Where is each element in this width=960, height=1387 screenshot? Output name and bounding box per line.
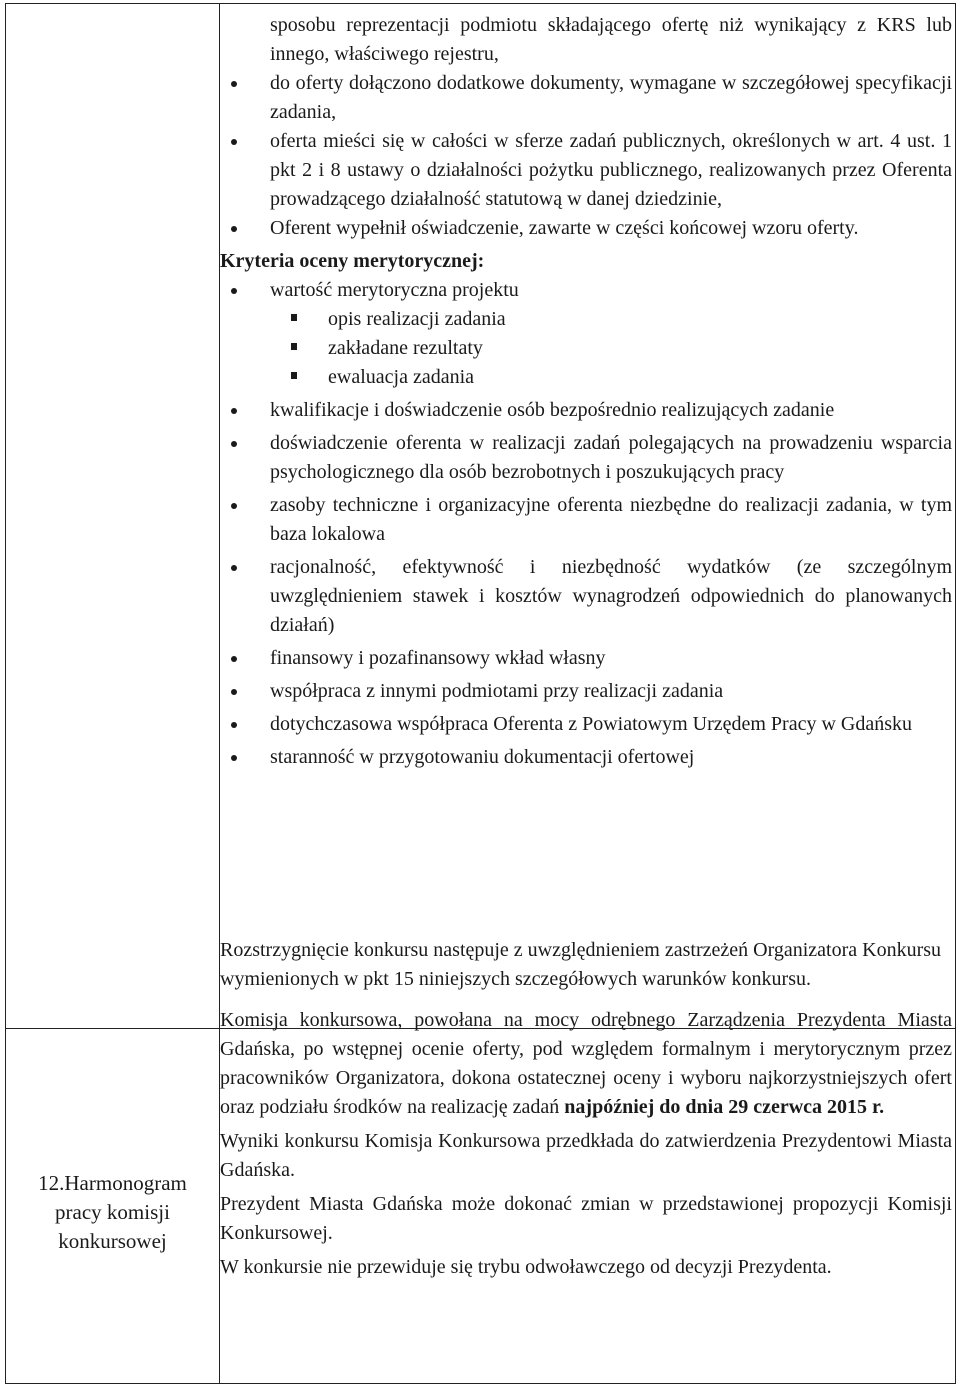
sub-list-item: [220, 363, 952, 392]
bullet-icon: [231, 689, 237, 695]
deadline-text: najpóźniej do dnia 29 czerwca 2015 r.: [564, 1096, 885, 1118]
row-header-harmonogram: [6, 1169, 219, 1256]
sub-list-item-text: ewaluacja zadania: [328, 366, 475, 388]
list-item: [220, 710, 952, 739]
schedule-paragraph: Wyniki konkursu Komisja Konkursowa przedkłada do zatwierdzenia Prezydentowi Miasta Gdańska.: [220, 1130, 952, 1181]
list-item: [220, 677, 952, 706]
list-item-text: finansowy i pozafinansowy wkład własny: [270, 647, 606, 669]
sub-list-item: [220, 305, 952, 334]
bullet-icon: [231, 408, 237, 414]
row-header-line: 12.Harmonogram: [38, 1171, 187, 1195]
bullet-icon: [231, 81, 237, 87]
row-header-line: pracy komisji: [55, 1200, 170, 1224]
list-item: [220, 69, 952, 127]
list-item: [220, 644, 952, 673]
sub-list-item-text: opis realizacji zadania: [328, 308, 506, 330]
list-item: [220, 553, 952, 640]
list-item-text: Oferent wypełnił oświadczenie, zawarte w części końcowej wzoru oferty.: [270, 217, 859, 239]
bullet-icon: [231, 656, 237, 662]
list-item-text: staranność w przygotowaniu dokumentacji ofertowej: [270, 746, 695, 768]
list-item-text: doświadczenie oferenta w realizacji zadań polegających na prowadzeniu wsparcia psychologicznego dla osób bezrobotnych i poszukujących pracy: [270, 432, 952, 483]
list-item-text: współpraca z innymi podmiotami przy realizacji zadania: [270, 680, 724, 702]
schedule-paragraph: Prezydent Miasta Gdańska może dokonać zmian w przedstawionej propozycji Komisji Konkursowej.: [220, 1193, 952, 1244]
square-bullet-icon: [291, 343, 297, 350]
list-item: [220, 127, 952, 214]
bullet-icon: [231, 139, 237, 145]
square-bullet-icon: [291, 314, 297, 321]
list-item: [220, 396, 952, 425]
criteria-section: [220, 11, 952, 772]
sub-list-item-text: zakładane rezultaty: [328, 337, 483, 359]
list-item-text: oferta mieści się w całości w sferze zadań publicznych, określonych w art. 4 ust. 1 pkt 2 i 8 ustawy o działalności pożytku publicznego, realizowanych przez Oferenta prowadzącego działalność statutową w danej dziedzinie,: [270, 130, 952, 210]
bullet-icon: [231, 722, 237, 728]
schedule-paragraph: [220, 1006, 952, 1122]
bullet-icon: [231, 288, 237, 294]
list-item-text: racjonalność, efektywność i niezbędność wydatków (ze szczególnym uwzględnieniem stawek i kosztów wynagrodzeń odpowiednich do planowanych działań): [270, 556, 952, 636]
list-item-text: kwalifikacje i doświadczenie osób bezpośrednio realizujących zadanie: [270, 399, 835, 421]
schedule-section: [220, 936, 952, 1287]
sub-list-item: [220, 334, 952, 363]
resolution-paragraph: Rozstrzygnięcie konkursu następuje z uwzględnieniem zastrzeżeń Organizatora Konkursu wymienionych w pkt 15 niniejszych szczegółowych warunków konkursu.: [220, 939, 942, 990]
list-item: [220, 214, 952, 243]
list-item: [220, 743, 952, 772]
bullet-icon: [231, 565, 237, 571]
bullet-icon: [231, 755, 237, 761]
square-bullet-icon: [291, 372, 297, 379]
list-item: [220, 429, 952, 487]
list-item: [220, 276, 952, 305]
list-item-text: wartość merytoryczna projektu: [270, 279, 519, 301]
schedule-paragraph: W konkursie nie przewiduje się trybu odwoławczego od decyzji Prezydenta.: [220, 1256, 832, 1278]
list-item-text: zasoby techniczne i organizacyjne oferenta niezbędne do realizacji zadania, w tym baza lokalowa: [270, 494, 952, 545]
list-item: [220, 491, 952, 549]
bullet-icon: [231, 226, 237, 232]
list-item-text: do oferty dołączono dodatkowe dokumenty, wymagane w szczegółowej specyfikacji zadania,: [270, 72, 952, 123]
schedule-paragraph-text: Komisja konkursowa, powołana na mocy odrębnego Zarządzenia Prezydenta Miasta Gdańska, po wstępnej ocenie oferty, pod względem formalnym i merytorycznym przez pracowników Organizatora, dokona ostatecznej oceny i wyboru najkorzystniejszych ofert oraz podziału środków na realizację zadań: [220, 1009, 952, 1118]
list-item-text: sposobu reprezentacji podmiotu składającego ofertę niż wynikający z KRS lub innego, właściwego rejestru,: [270, 14, 952, 65]
list-item: [220, 11, 952, 69]
criteria-heading: Kryteria oceny merytorycznej:: [220, 250, 485, 272]
row-header-line: konkursowej: [58, 1229, 167, 1253]
bullet-icon: [231, 441, 237, 447]
bullet-icon: [231, 503, 237, 509]
list-item-text: dotychczasowa współpraca Oferenta z Powiatowym Urzędem Pracy w Gdańsku: [270, 713, 913, 735]
